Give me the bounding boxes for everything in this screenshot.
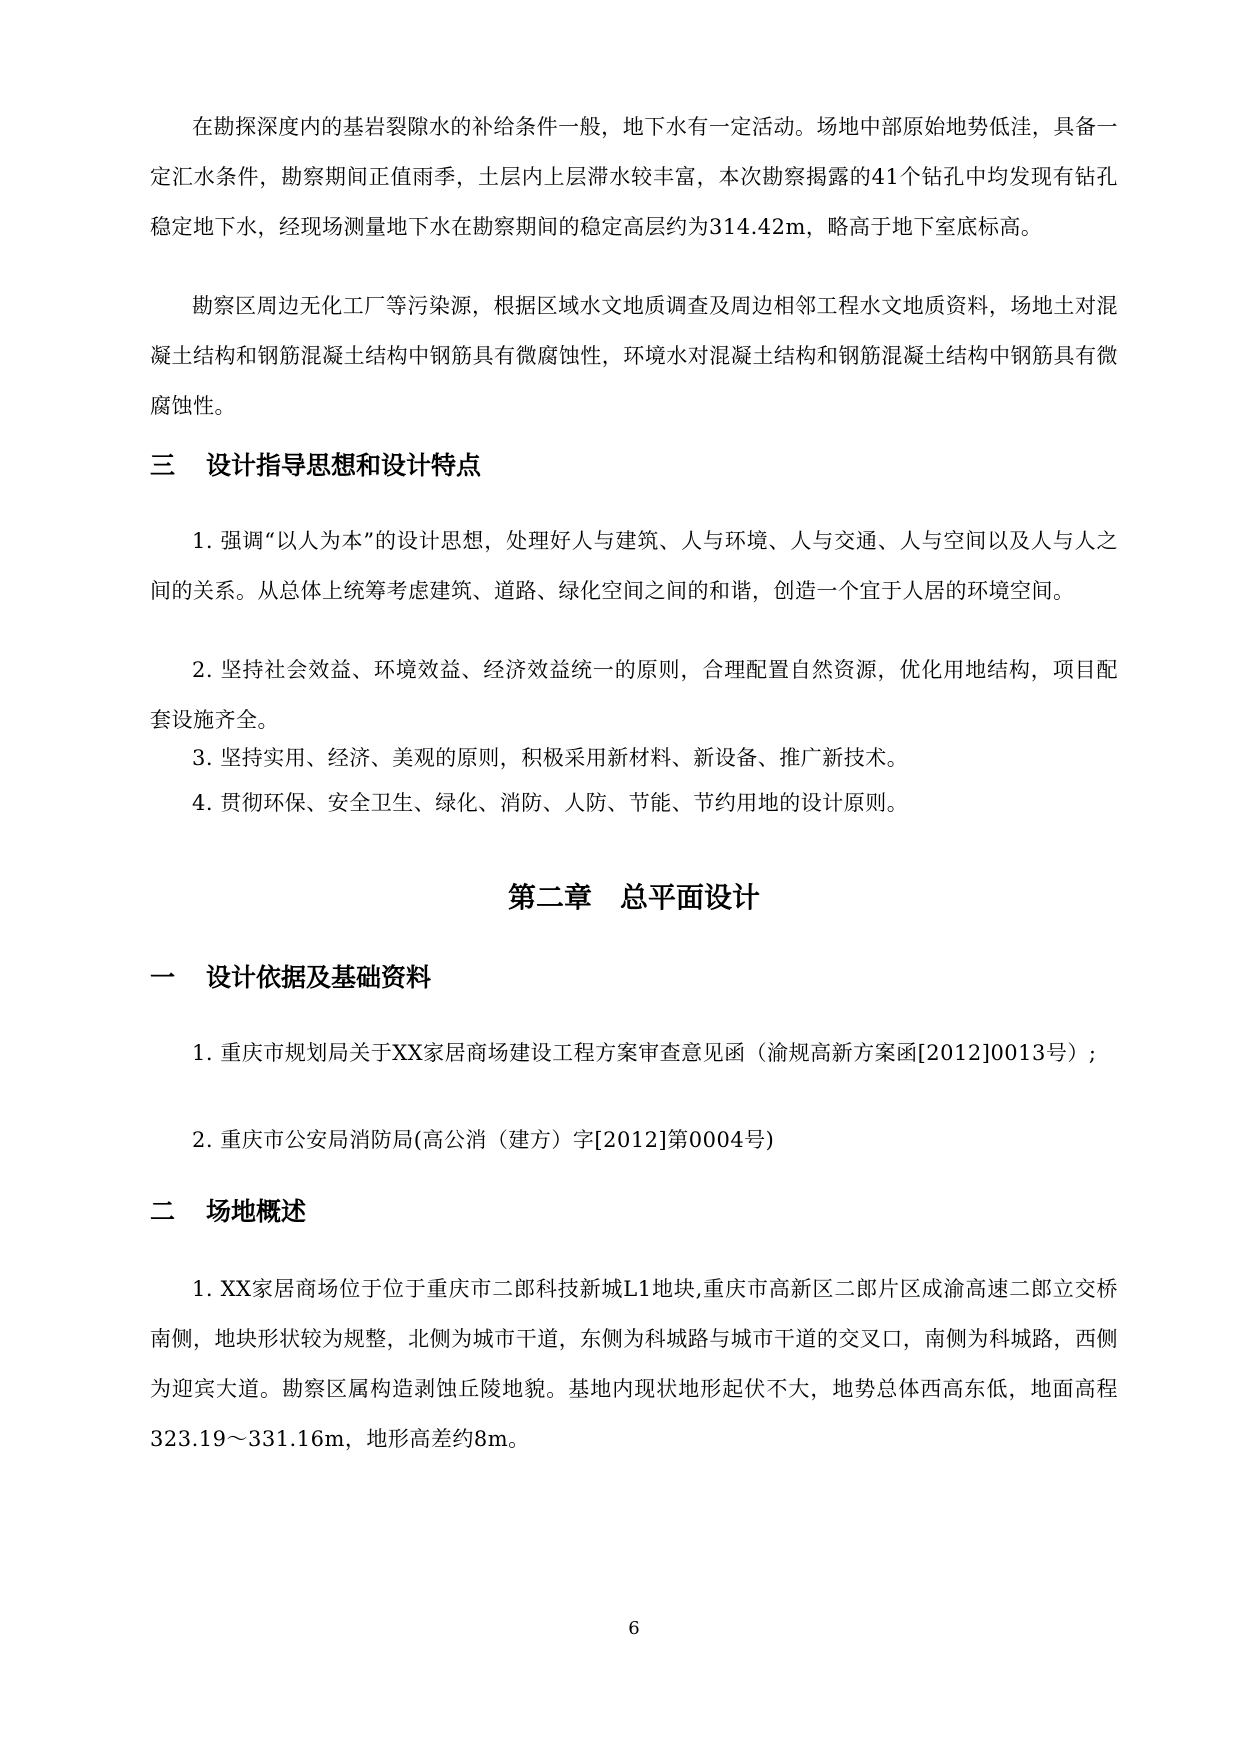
section-number: 二 [150, 1197, 176, 1226]
list-item-site-1: 1. XX家居商场位于位于重庆市二郎科技新城L1地块,重庆市高新区二郎片区成渝高速二郎立交桥南侧，地块形状较为规整，北侧为城市干道，东侧为科城路与城市干道的交叉口，南侧为科城路，西侧为迎宾大道。勘察区属构造剥蚀丘陵地貌。基地内现状地形起伏不大，地势总体西高东低，地面高程323.19～331.16m，地形高差约8m。 [150, 1277, 1118, 1451]
section-title: 设计指导思想和设计特点 [206, 451, 482, 480]
section-number: 三 [150, 451, 176, 480]
chapter-title: 第二章 总平面设计 [507, 881, 760, 914]
section-heading-three [150, 450, 481, 482]
paragraph-corrosion: 勘察区周边无化工厂等污染源，根据区域水文地质调查及周边相邻工程水文地质资料，场地土对混凝土结构和钢筋混凝土结构中钢筋具有微腐蚀性，环境水对混凝土结构和钢筋混凝土结构中钢筋具有微腐蚀性。 [150, 294, 1118, 418]
list-item-principle-3: 3. 坚持实用、经济、美观的原则，积极采用新材料、新设备、推广新技术。 [192, 746, 909, 770]
section-title: 设计依据及基础资料 [206, 963, 432, 992]
section-heading-one [150, 962, 431, 994]
section-number: 一 [150, 963, 176, 992]
section-title: 场地概述 [206, 1197, 307, 1226]
page-number: 6 [628, 1618, 640, 1639]
list-item-basis-1: 1. 重庆市规划局关于XX家居商场建设工程方案审查意见函（渝规高新方案函[2012]0013号）; [192, 1041, 1097, 1065]
list-item-basis-2: 2. 重庆市公安局消防局(高公消（建方）字[2012]第0004号) [192, 1128, 775, 1152]
list-item-principle-4: 4. 贯彻环保、安全卫生、绿化、消防、人防、节能、节约用地的设计原则。 [192, 791, 909, 815]
list-item-principle-2: 2. 坚持社会效益、环境效益、经济效益统一的原则，合理配置自然资源，优化用地结构，项目配套设施齐全。 [150, 658, 1118, 732]
section-heading-two [150, 1196, 306, 1228]
list-item-principle-1: 1. 强调“以人为本”的设计思想，处理好人与建筑、人与环境、人与交通、人与空间以及人与人之间的关系。从总体上统筹考虑建筑、道路、绿化空间之间的和谐，创造一个宜于人居的环境空间。 [150, 529, 1118, 603]
document-page [150, 0, 1118, 1754]
paragraph-groundwater: 在勘探深度内的基岩裂隙水的补给条件一般，地下水有一定活动。场地中部原始地势低洼，具备一定汇水条件，勘察期间正值雨季，土层内上层滞水较丰富，本次勘察揭露的41个钻孔中均发现有钻孔稳定地下水，经现场测量地下水在勘察期间的稳定高层约为314.42m，略高于地下室底标高。 [150, 115, 1118, 239]
